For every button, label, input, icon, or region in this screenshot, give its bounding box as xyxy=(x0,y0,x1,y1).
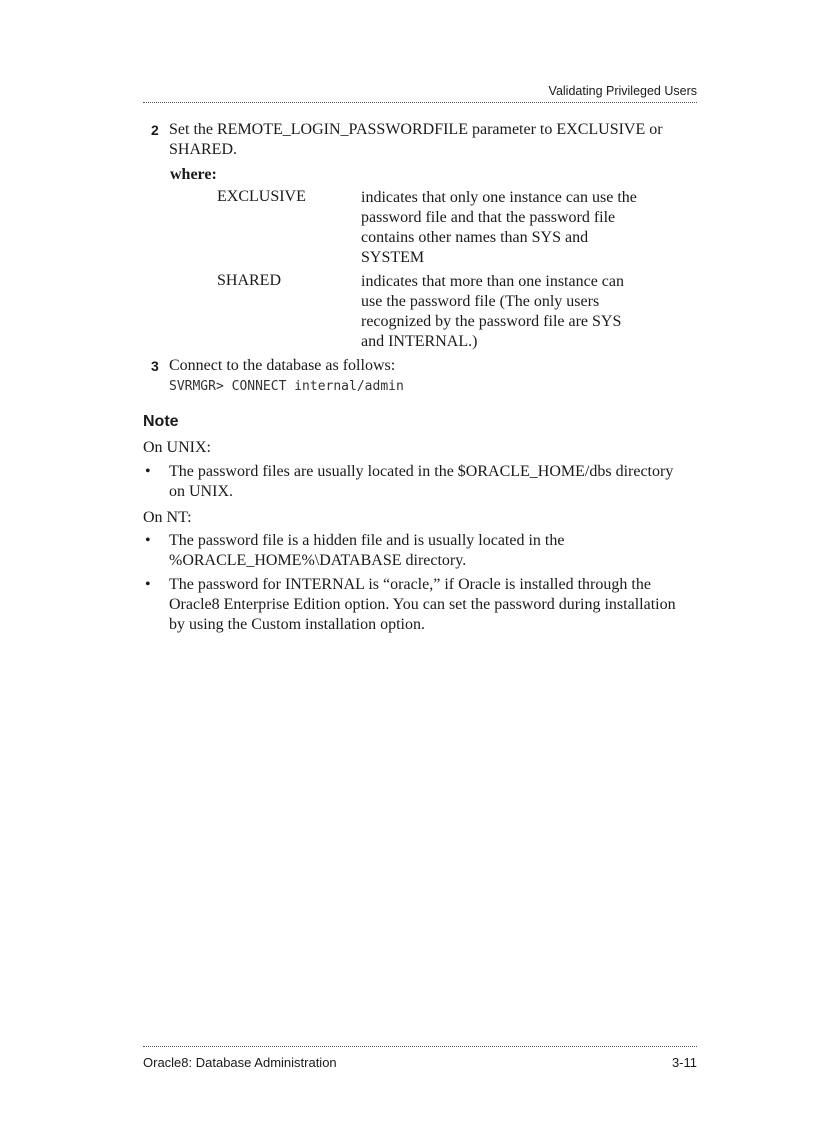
header-divider xyxy=(143,102,697,103)
definition-term-exclusive: EXCLUSIVE xyxy=(217,188,306,205)
definition-term-shared: SHARED xyxy=(217,272,282,289)
running-header: Validating Privileged Users xyxy=(548,84,697,98)
note-heading: Note xyxy=(143,413,179,430)
list-item-text: The password files are usually located in the $ORACLE_HOME/dbs directory on UNIX. xyxy=(169,463,674,500)
where-label: where: xyxy=(170,166,217,183)
nt-label: On NT: xyxy=(143,509,192,526)
list-item-text: The password file is a hidden file and is usually located in the %ORACLE_HOME%\DATABASE directory. xyxy=(169,532,565,569)
step-text: Connect to the database as follows: xyxy=(169,357,396,374)
step-number: 3 xyxy=(151,358,159,374)
list-item-text: The password for INTERNAL is “oracle,” if Oracle is installed through the Oracle8 Enterprise Edition option. You can set the password during installation by using the Custom installation option. xyxy=(169,576,676,633)
bullet-icon: • xyxy=(145,463,151,480)
step-number: 2 xyxy=(151,122,159,138)
bullet-icon: • xyxy=(145,576,151,593)
step-text: Set the REMOTE_LOGIN_PASSWORDFILE parameter to EXCLUSIVE or SHARED. xyxy=(169,121,663,158)
code-sample: SVRMGR> CONNECT internal/admin xyxy=(169,379,404,394)
definition-desc-shared: indicates that more than one instance can use the password file (The only users recognized by the password file are SYS and INTERNAL.) xyxy=(361,273,625,350)
definition-desc-exclusive: indicates that only one instance can use the password file and that the password file contains other names than SYS and SYSTEM xyxy=(361,189,637,266)
unix-label: On UNIX: xyxy=(143,439,211,456)
footer-title: Oracle8: Database Administration xyxy=(143,1055,337,1070)
bullet-icon: • xyxy=(145,532,151,549)
page-number: 3-11 xyxy=(671,1055,697,1070)
footer-divider xyxy=(143,1046,697,1047)
